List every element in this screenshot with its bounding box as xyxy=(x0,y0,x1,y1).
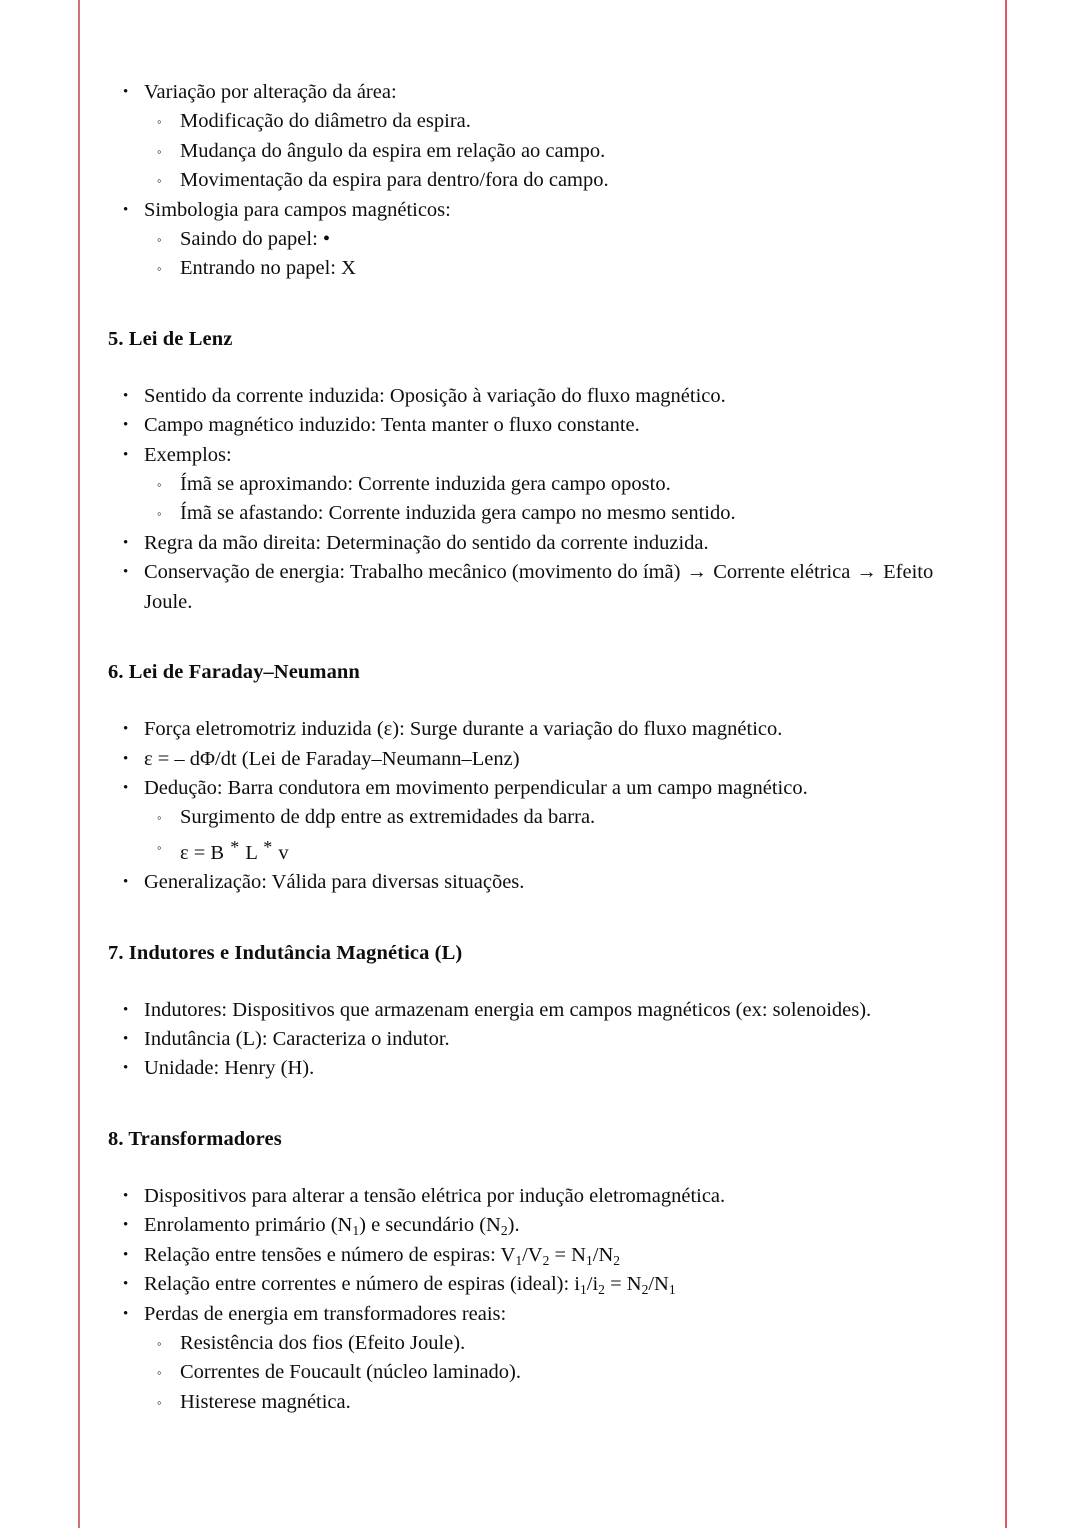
list-item xyxy=(108,715,976,744)
bullet-disc-icon: • xyxy=(123,1305,129,1322)
list-item-label: Saindo do papel: • xyxy=(180,228,331,251)
list-item-faraday-formula xyxy=(108,745,976,774)
bullet-circle-icon: ◦ xyxy=(157,1394,162,1410)
section-5-list xyxy=(108,382,976,617)
voltage-ratio-text-a: Relação entre tensões e número de espiras: V xyxy=(144,1243,516,1266)
list-item-label: Histerese magnética. xyxy=(180,1390,351,1413)
current-ratio-text-c: = N xyxy=(604,1273,642,1296)
list-item-label: Mudança do ângulo da espira em relação ao campo. xyxy=(180,139,606,162)
list-item xyxy=(108,382,976,411)
left-margin-rule xyxy=(78,0,80,1528)
bullet-circle-icon: ◦ xyxy=(157,232,162,248)
list-item-label: Correntes de Foucault (núcleo laminado). xyxy=(180,1361,521,1384)
bullet-disc-icon: • xyxy=(123,446,129,463)
section-8-list xyxy=(108,1182,976,1417)
list-item-label: Dispositivos para alterar a tensão elétrica por indução eletromagnética. xyxy=(144,1184,726,1207)
windings-text-b: ) e secundário (N xyxy=(359,1214,501,1237)
list-item-label: Indutância (L): Caracteriza o indutor. xyxy=(144,1028,450,1051)
list-item-voltage-ratio xyxy=(108,1241,976,1270)
bullet-circle-icon: ◦ xyxy=(157,173,162,189)
current-ratio-text-d: /N xyxy=(648,1273,669,1296)
list-item-blv-formula xyxy=(108,833,976,869)
subscript-i1: 1 xyxy=(580,1281,587,1297)
voltage-ratio-text-c: = N xyxy=(549,1243,586,1266)
sublist xyxy=(108,803,976,868)
bullet-circle-icon: ◦ xyxy=(157,114,162,130)
list-item xyxy=(108,1329,976,1358)
list-item xyxy=(108,78,976,107)
arrow-right-icon: → xyxy=(856,561,877,584)
bullet-disc-icon: • xyxy=(123,1060,129,1077)
list-item-label: Simbologia para campos magnéticos: xyxy=(144,198,451,221)
asterisk-operator-icon: * xyxy=(263,836,273,857)
sublist xyxy=(108,1329,976,1417)
bullet-circle-icon: ◦ xyxy=(157,477,162,493)
list-item-label: Exemplos: xyxy=(144,443,232,466)
sublist xyxy=(108,470,976,529)
list-item-label: Modificação do diâmetro da espira. xyxy=(180,110,471,133)
current-ratio-text-b: /i xyxy=(586,1273,599,1296)
list-item xyxy=(108,137,976,166)
windings-text-c: ). xyxy=(507,1214,520,1237)
section-heading-8: 8. Transformadores xyxy=(108,1127,282,1150)
list-item xyxy=(108,529,976,558)
subscript-n2: 2 xyxy=(641,1281,649,1297)
list-item xyxy=(108,441,976,470)
list-item-label: Sentido da corrente induzida: Oposição à variação do fluxo magnético. xyxy=(144,384,726,407)
list-item xyxy=(108,254,976,283)
bullet-circle-icon: ◦ xyxy=(157,839,162,855)
energy-chain-part-1: Conservação de energia: Trabalho mecânico (movimento do ímã) xyxy=(144,561,681,584)
list-item xyxy=(108,996,976,1025)
list-item-label: Unidade: Henry (H). xyxy=(144,1057,315,1080)
list-item xyxy=(108,1025,976,1054)
list-item xyxy=(108,1182,976,1211)
section-heading-7: 7. Indutores e Indutância Magnética (L) xyxy=(108,941,463,964)
formula-emf-derivative: ε = – dΦ/dt (Lei de Faraday–Neumann–Lenz) xyxy=(144,747,520,770)
list-item-label: Dedução: Barra condutora em movimento perpendicular a um campo magnético. xyxy=(144,776,808,799)
list-item-label: Surgimento de ddp entre as extremidades da barra. xyxy=(180,806,596,829)
top-continuation-list xyxy=(108,78,976,284)
list-item xyxy=(108,1054,976,1083)
list-item xyxy=(108,166,976,195)
subscript-n2: 2 xyxy=(500,1223,508,1239)
voltage-ratio-text-b: /V xyxy=(522,1243,543,1266)
subscript-v2: 2 xyxy=(542,1252,550,1268)
list-item-label: Movimentação da espira para dentro/fora do campo. xyxy=(180,169,609,192)
subscript-n1: 1 xyxy=(586,1252,593,1268)
bullet-disc-icon: • xyxy=(123,534,129,551)
energy-chain-part-2: Corrente elétrica xyxy=(713,561,851,584)
list-item-windings xyxy=(108,1211,976,1240)
list-item-label: Campo magnético induzido: Tenta manter o fluxo constante. xyxy=(144,414,640,437)
bullet-disc-icon: • xyxy=(123,1276,129,1293)
list-item xyxy=(108,225,976,254)
bullet-disc-icon: • xyxy=(123,201,129,218)
right-margin-rule xyxy=(1005,0,1007,1528)
current-ratio-text-a: Relação entre correntes e número de espiras (ideal): i xyxy=(144,1273,580,1296)
sublist xyxy=(108,225,976,284)
list-item xyxy=(108,868,976,897)
bullet-disc-icon: • xyxy=(123,564,129,581)
bullet-disc-icon: • xyxy=(123,1187,129,1204)
list-item-label: Perdas de energia em transformadores reais: xyxy=(144,1302,507,1325)
list-item xyxy=(108,196,976,225)
bullet-disc-icon: • xyxy=(123,84,129,100)
list-item-label: Entrando no papel: X xyxy=(180,257,356,280)
list-item-label: Generalização: Válida para diversas situações. xyxy=(144,871,525,894)
bullet-circle-icon: ◦ xyxy=(157,143,162,159)
bullet-disc-icon: • xyxy=(123,874,129,891)
list-item xyxy=(108,1358,976,1387)
list-item-label: Resistência dos fios (Efeito Joule). xyxy=(180,1331,466,1354)
bullet-disc-icon: • xyxy=(123,721,129,738)
subscript-n1: 1 xyxy=(352,1223,360,1239)
bullet-circle-icon: ◦ xyxy=(157,261,162,277)
formula-blv-lead: ε = B xyxy=(180,841,225,864)
list-item xyxy=(108,1300,976,1329)
list-item xyxy=(108,499,976,528)
energy-chain-part-3: Efeito Joule. xyxy=(144,561,934,613)
list-item xyxy=(108,803,976,832)
bullet-disc-icon: • xyxy=(123,1001,129,1018)
voltage-ratio-text-d: /N xyxy=(592,1243,614,1266)
list-item xyxy=(108,470,976,499)
bullet-circle-icon: ◦ xyxy=(157,810,162,826)
windings-text-a: Enrolamento primário (N xyxy=(144,1214,353,1237)
list-item xyxy=(108,411,976,440)
subscript-n2: 2 xyxy=(613,1252,621,1268)
section-heading-5: 5. Lei de Lenz xyxy=(108,327,233,350)
bullet-circle-icon: ◦ xyxy=(157,506,162,522)
asterisk-operator-icon: * xyxy=(230,836,240,857)
formula-blv-mid: L xyxy=(245,841,258,864)
list-item-label: Regra da mão direita: Determinação do sentido da corrente induzida. xyxy=(144,531,709,554)
list-item xyxy=(108,774,976,803)
bullet-circle-icon: ◦ xyxy=(157,1365,162,1381)
bullet-disc-icon: • xyxy=(123,417,129,434)
list-item xyxy=(108,1388,976,1417)
list-item-energy-conservation xyxy=(108,558,976,617)
formula-blv-tail: v xyxy=(278,841,289,864)
subscript-i2: 2 xyxy=(598,1281,605,1297)
bullet-disc-icon: • xyxy=(123,779,129,796)
document-body xyxy=(108,78,976,1417)
bullet-circle-icon: ◦ xyxy=(157,1335,162,1351)
list-item xyxy=(108,107,976,136)
bullet-disc-icon: • xyxy=(123,1246,129,1263)
list-item-label: Ímã se afastando: Corrente induzida gera campo no mesmo sentido. xyxy=(180,502,736,525)
subscript-v1: 1 xyxy=(515,1252,523,1268)
sublist xyxy=(108,107,976,195)
bullet-disc-icon: • xyxy=(123,387,129,404)
section-6-list xyxy=(108,715,976,898)
list-item-label: Força eletromotriz induzida (ε): Surge durante a variação do fluxo magnético. xyxy=(144,718,783,741)
subscript-n1: 1 xyxy=(668,1281,676,1297)
list-item-current-ratio xyxy=(108,1270,976,1299)
bullet-disc-icon: • xyxy=(123,1031,129,1048)
bullet-disc-icon: • xyxy=(123,1217,129,1234)
section-heading-6: 6. Lei de Faraday–Neumann xyxy=(108,661,360,684)
list-item-label: Ímã se aproximando: Corrente induzida gera campo oposto. xyxy=(180,473,671,496)
section-7-list xyxy=(108,996,976,1084)
list-item-label: Variação por alteração da área: xyxy=(144,81,397,103)
bullet-disc-icon: • xyxy=(123,750,129,767)
list-item-label: Indutores: Dispositivos que armazenam energia em campos magnéticos (ex: solenoides). xyxy=(144,998,872,1021)
arrow-right-icon: → xyxy=(686,561,708,584)
